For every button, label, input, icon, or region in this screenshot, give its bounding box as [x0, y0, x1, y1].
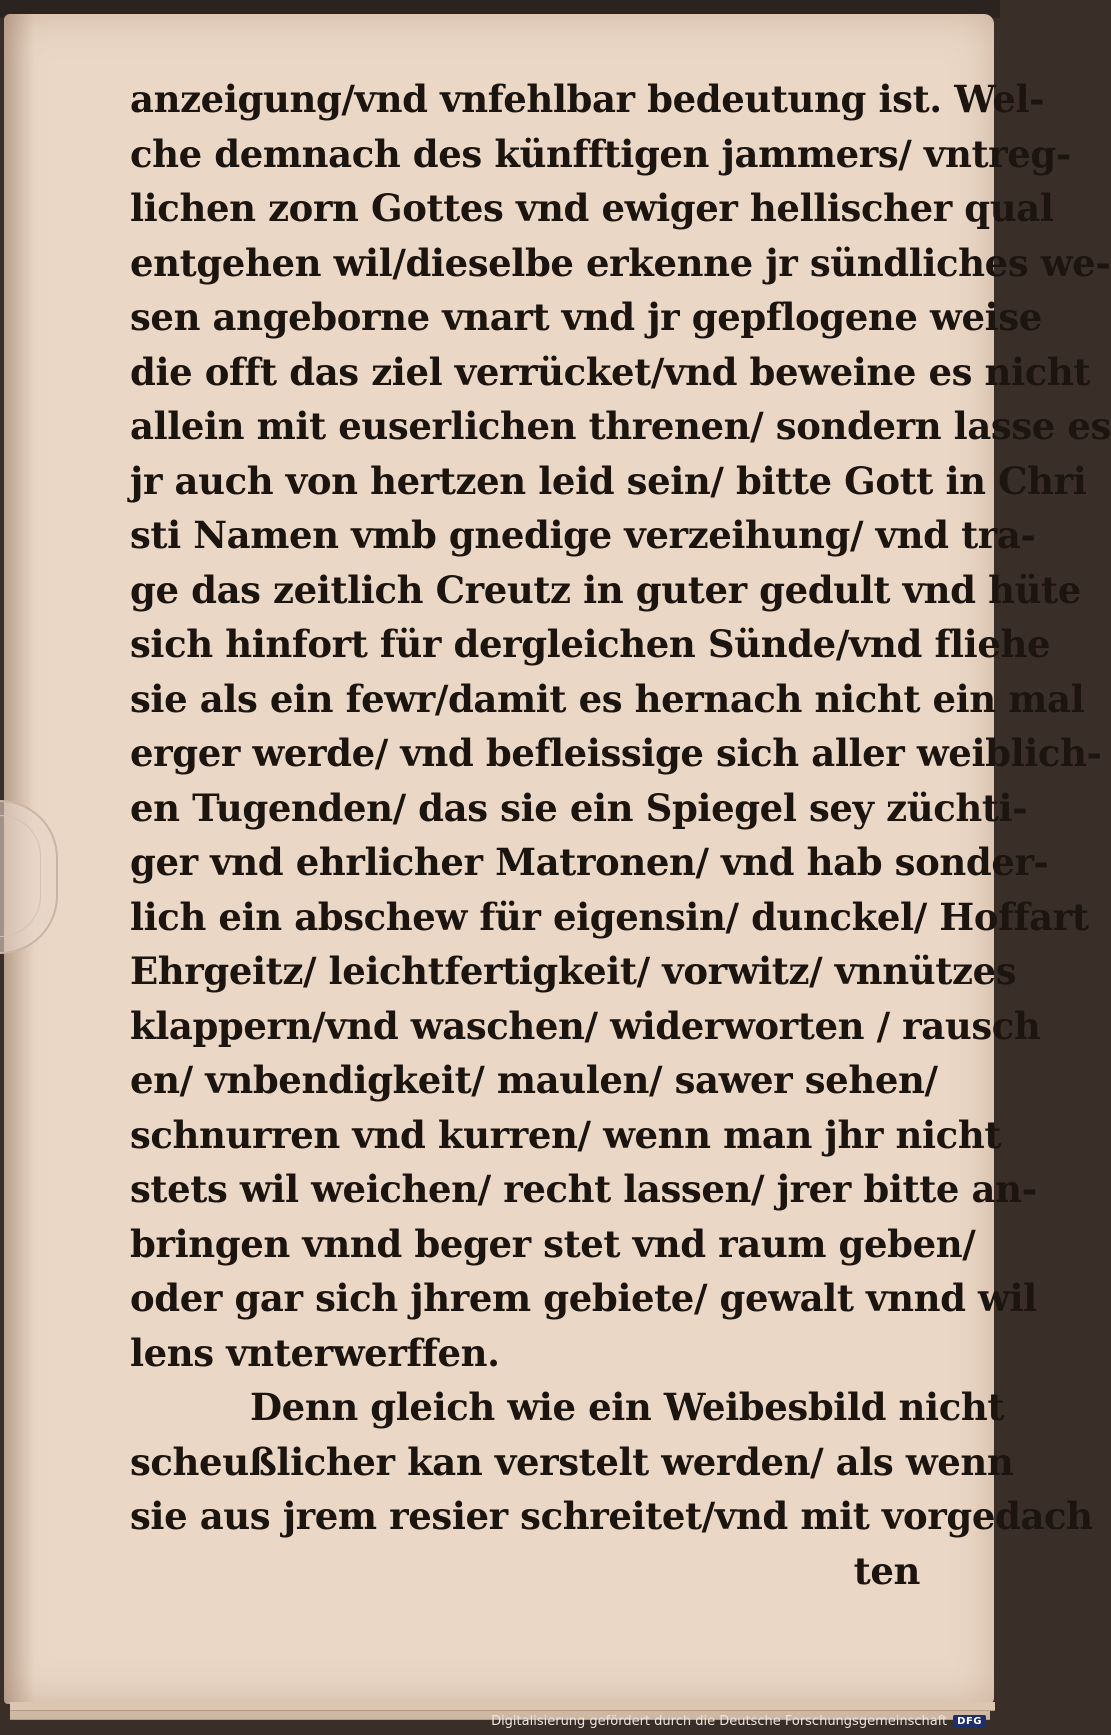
- dfg-logo: DFG: [953, 1715, 986, 1728]
- text-line: erger werde/ vnd befleissige sich aller weiblich-: [130, 731, 1102, 775]
- text-line: allein mit euserlichen threnen/ sondern lasse es: [130, 404, 1111, 448]
- text-line: ge das zeitlich Creutz in guter gedult vnd hüte: [130, 567, 1081, 612]
- text-line: bringen vnnd beger stet vnd raum geben/: [130, 1221, 976, 1266]
- text-line: che demnach des künfftigen jammers/ vntreg-: [130, 131, 1071, 176]
- text-line: Ehrgeitz/ leichtfertigkeit/ vorwitz/ vnnützes: [130, 949, 1017, 993]
- text-line: entgehen wil/dieselbe erkenne jr sündliches we-: [130, 240, 1111, 285]
- text-line: schnurren vnd kurren/ wenn man jhr nicht: [130, 1112, 1002, 1157]
- text-line: sie aus jrem resier schreitet/vnd mit vorgedach: [130, 1494, 1093, 1538]
- digitization-footer: [491, 1711, 986, 1731]
- text-line: die offt das ziel verrücket/vnd beweine es nicht: [130, 349, 1091, 394]
- text-line: ger vnd ehrlicher Matronen/ vnd hab sonder-: [130, 840, 1049, 884]
- text-line: Denn gleich wie ein Weibesbild nicht: [250, 1385, 1005, 1429]
- text-line: lichen zorn Gottes vnd ewiger hellischer qual: [130, 186, 1054, 230]
- text-line: klappern/vnd waschen/ widerworten / rausch: [130, 1003, 1041, 1048]
- text-line: anzeigung/vnd vnfehlbar bedeutung ist. Wel-: [130, 77, 1045, 121]
- page-text: [130, 72, 1111, 1598]
- text-line: stets wil weichen/ recht lassen/ jrer bitte an-: [130, 1167, 1037, 1211]
- text-line: en Tugenden/ das sie ein Spiegel sey züchti-: [130, 785, 1028, 830]
- footer-credit: Digitalisierung gefördert durch die Deutsche Forschungsgemeinschaft: [491, 1713, 948, 1729]
- text-line: sich hinfort für dergleichen Sünde/vnd fliehe: [130, 622, 1051, 666]
- text-line: en/ vnbendigkeit/ maulen/ sawer sehen/: [130, 1058, 938, 1102]
- text-line: sie als ein fewr/damit es hernach nicht ein mal: [130, 676, 1085, 721]
- text-line: jr auch von hertzen leid sein/ bitte Gott in Chri: [130, 458, 1087, 503]
- text-line: sti Namen vmb gnedige verzeihung/ vnd tra-: [130, 513, 1036, 557]
- text-line: lich ein abschew für eigensin/ dunckel/ Hoffart: [130, 894, 1089, 939]
- page-edge: [10, 1702, 995, 1711]
- text-line: scheußlicher kan verstelt werden/ als wenn: [130, 1439, 1014, 1484]
- catchword: ten: [853, 1548, 920, 1593]
- text-line: oder gar sich jhrem gebiete/ gewalt vnnd wil: [130, 1276, 1037, 1320]
- text-line: sen angeborne vnart vnd jr gepflogene weise: [130, 295, 1042, 339]
- text-line: lens vnterwerffen.: [130, 1330, 500, 1375]
